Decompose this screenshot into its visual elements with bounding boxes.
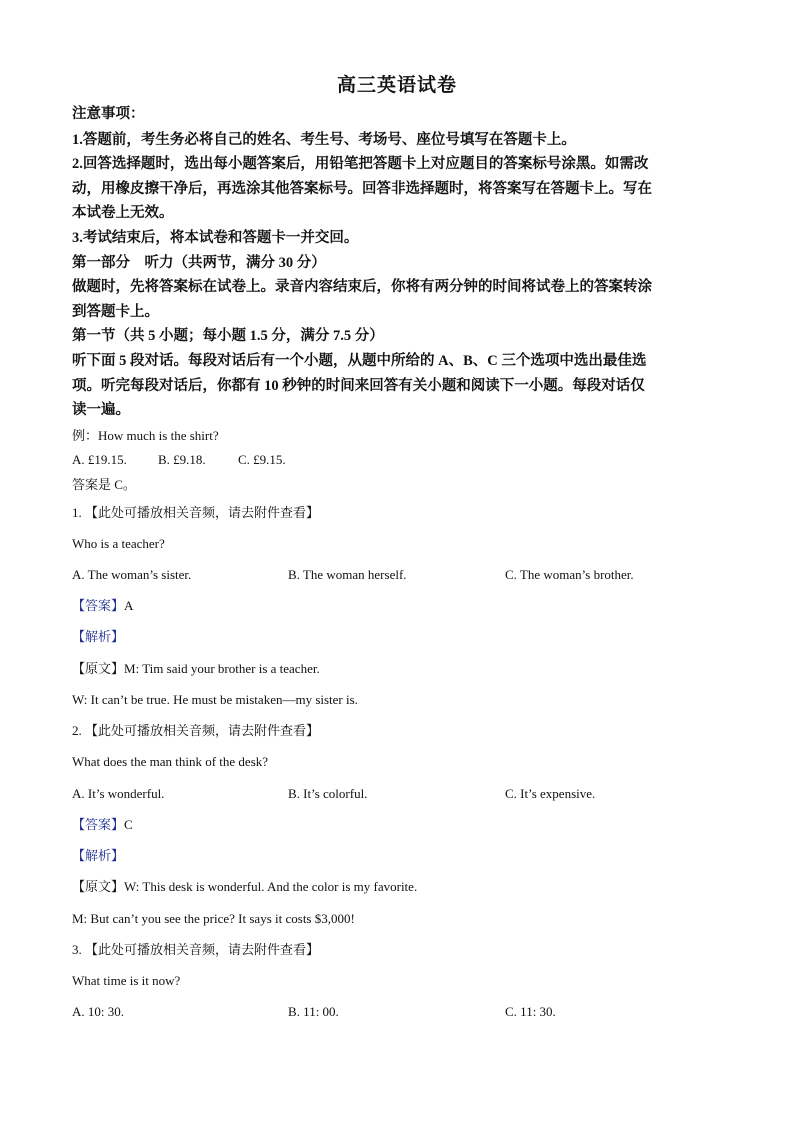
- q3-option-c: C. 11: 30.: [505, 1004, 556, 1019]
- section1-instr-c: 读一遍。: [72, 402, 130, 418]
- notice-line-2b: 动，用橡皮擦干净后，再选涂其他答案标号。回答非选择题时，将答案写在答题卡上。写在: [72, 181, 652, 197]
- part1-desc-a: 做题时，先将答案标在试卷上。录音内容结束后，你将有两分钟的时间将试卷上的答案转涂: [72, 279, 652, 295]
- q1-answer-tag: 【答案】: [72, 598, 125, 613]
- section1-instr-b: 项。听完每段对话后，你都有 10 秒钟的时间来回答有关小题和阅读下一小题。每段对话仅: [72, 378, 645, 394]
- q3-option-a: A. 10: 30.: [72, 1004, 124, 1019]
- q2-transcript-1-text: W: This desk is wonderful. And the color is my favorite.: [124, 879, 418, 894]
- q2-option-b: B. It’s colorful.: [288, 786, 368, 801]
- q2-analysis: 【解析】: [72, 848, 125, 863]
- section1-heading: 第一节（共 5 小题；每小题 1.5 分，满分 7.5 分）: [72, 328, 384, 344]
- q2-option-c: C. It’s expensive.: [505, 786, 596, 801]
- q1-transcript-2: W: It can’t be true. He must be mistaken—my sister is.: [72, 692, 358, 707]
- q1-question: Who is a teacher?: [72, 536, 165, 551]
- notice-line-2c: 本试卷上无效。: [72, 205, 174, 221]
- q3-header: 3. 【此处可播放相关音频，请去附件查看】: [72, 942, 320, 957]
- example-question: 例：How much is the shirt?: [72, 428, 219, 443]
- notice-line-2a: 2.回答选择题时，选出每小题答案后，用铅笔把答题卡上对应题目的答案标号涂黑。如需改: [72, 156, 649, 172]
- notice-line-3: 3.考试结束后，将本试卷和答题卡一并交回。: [72, 230, 359, 246]
- q1-transcript-1-text: M: Tim said your brother is a teacher.: [124, 661, 320, 676]
- example-answer: 答案是 C。: [72, 477, 136, 492]
- q2-answer: C: [124, 817, 133, 832]
- notice-heading: 注意事项：: [72, 106, 145, 122]
- q1-option-a: A. The woman’s sister.: [72, 567, 192, 582]
- q2-transcript-2: M: But can’t you see the price? It says it costs $3,000!: [72, 911, 355, 926]
- q2-question: What does the man think of the desk?: [72, 754, 269, 769]
- q1-option-b: B. The woman herself.: [288, 567, 407, 582]
- example-option-a: A. £19.15.: [72, 452, 127, 467]
- q1-option-c: C. The woman’s brother.: [505, 567, 634, 582]
- q2-option-a: A. It’s wonderful.: [72, 786, 165, 801]
- q1-answer: A: [124, 598, 134, 613]
- q3-option-b: B. 11: 00.: [288, 1004, 339, 1019]
- q2-transcript-tag: 【原文】: [72, 879, 125, 894]
- example-option-b: B. £9.18.: [158, 452, 206, 467]
- q1-analysis: 【解析】: [72, 629, 125, 644]
- q2-answer-tag: 【答案】: [72, 817, 125, 832]
- q1-header: 1. 【此处可播放相关音频，请去附件查看】: [72, 505, 320, 520]
- q2-answer-line: [72, 815, 722, 835]
- q1-transcript-1: [72, 659, 722, 679]
- part1-heading: 第一部分 听力（共两节，满分 30 分）: [72, 255, 326, 271]
- q2-transcript-1: [72, 877, 722, 897]
- q3-question: What time is it now?: [72, 973, 181, 988]
- section1-instr-a: 听下面 5 段对话。每段对话后有一个小题，从题中所给的 A、B、C 三个选项中选出最佳选: [72, 353, 647, 369]
- page-title: 高三英语试卷: [336, 75, 457, 96]
- q1-answer-line: [72, 596, 722, 616]
- example-option-c: C. £9.15.: [238, 452, 286, 467]
- part1-desc-b: 到答题卡上。: [72, 304, 159, 320]
- notice-line-1: 1.答题前，考生务必将自己的姓名、考生号、考场号、座位号填写在答题卡上。: [72, 132, 576, 148]
- q1-transcript-tag: 【原文】: [72, 661, 125, 676]
- q2-header: 2. 【此处可播放相关音频，请去附件查看】: [72, 723, 320, 738]
